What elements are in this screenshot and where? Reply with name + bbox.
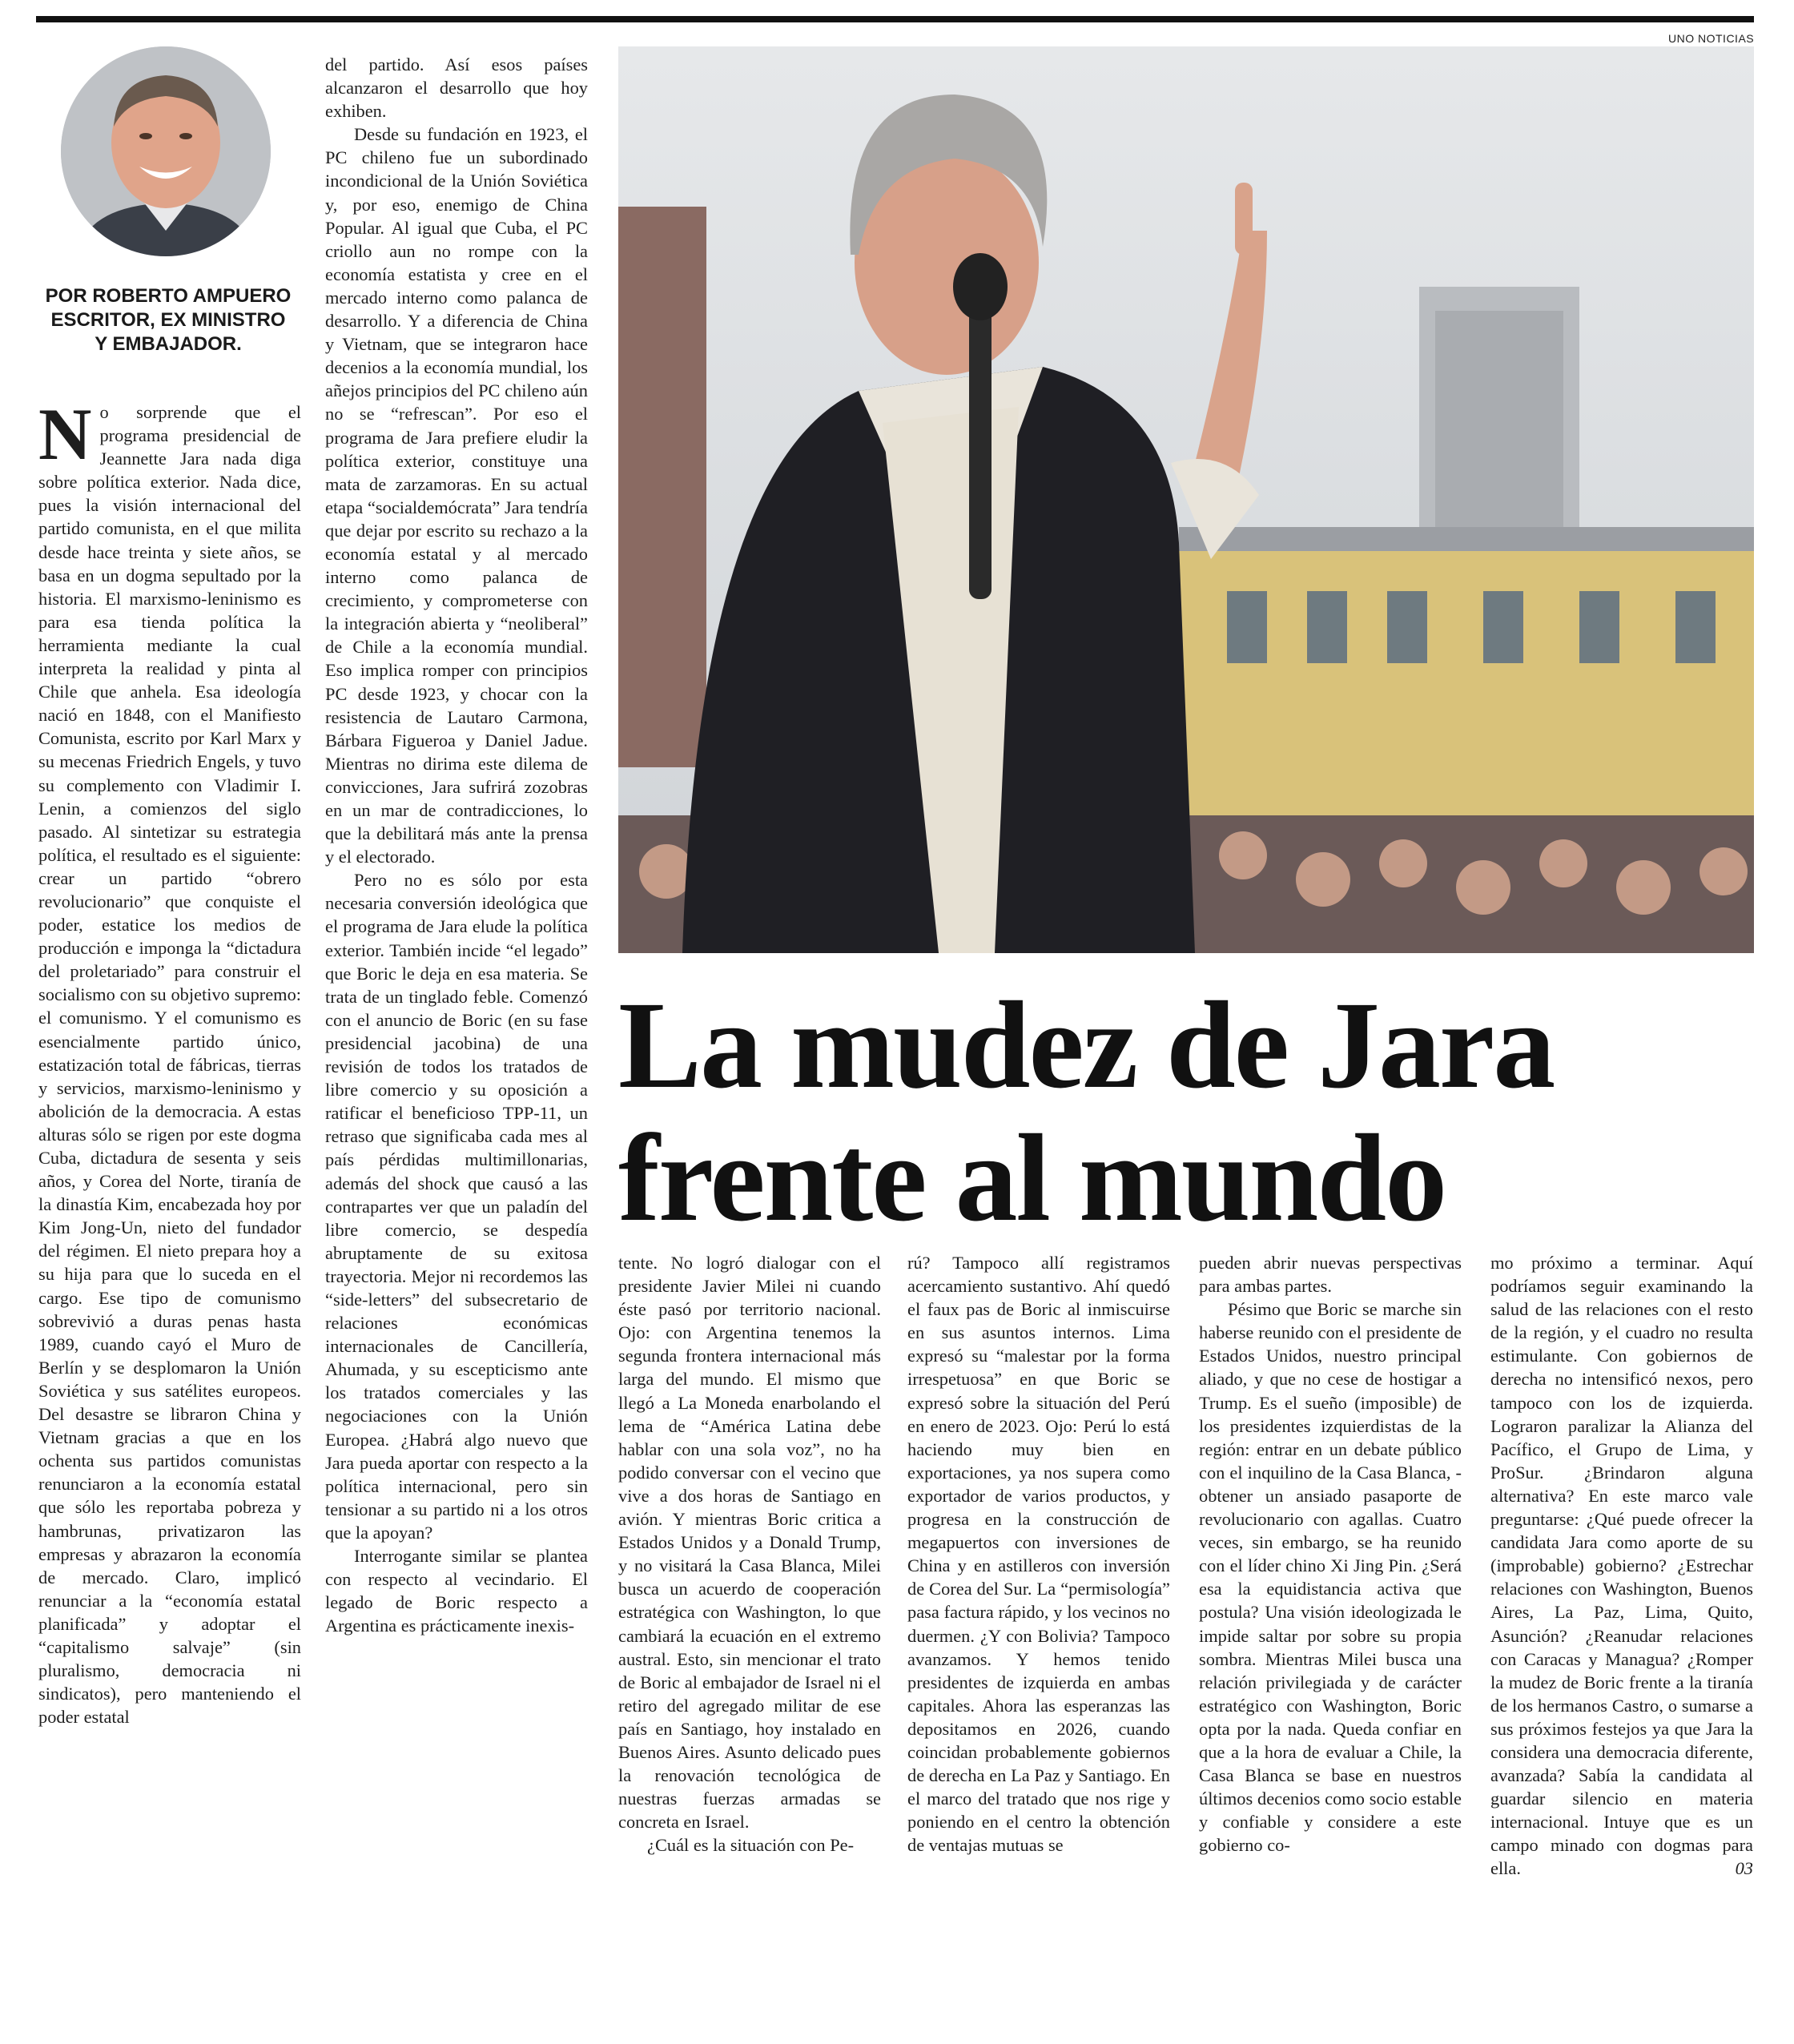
article-paragraph: ¿Cuál es la situación con Pe- — [647, 1835, 855, 1856]
byline-role-cont: Y EMBAJADOR. — [95, 333, 242, 355]
article-column-6 — [1490, 1251, 1753, 1881]
photo-credit: UNO NOTICIAS — [1668, 32, 1755, 45]
article-column-3 — [618, 1251, 881, 1857]
article-paragraph: Interrogante similar se plantea con respecto al vecindario. El legado de Boric respecto a Argentina es prácticamente inexis- — [325, 1546, 588, 1636]
headline-line-2: frente al mundo — [618, 1109, 1446, 1247]
top-rule — [36, 16, 1754, 22]
drop-cap: N — [38, 393, 92, 475]
article-column-1 — [38, 393, 301, 1728]
end-mark: 03 — [1735, 1858, 1753, 1879]
author-avatar — [61, 46, 271, 256]
byline-role: ESCRITOR, EX MINISTRO — [50, 309, 286, 331]
article-paragraph: Pésimo que Boric se marche sin haberse reunido con el presidente de Estados Unidos, nuestro principal aliado, y que no cese de hostigar a Trump. Es el sueño (imposible) de los presidentes izquierdistas de la región: entrar en un debate público con el inquilino de la Casa Blanca, -obtener un ansiado pasaporte de revolucionario con agallas. Cuatro veces, sin embargo, se ha reunido con el líder chino Xi Jing Pin. ¿Será esa la equidistancia activa que postula? Una visión ideologizada le impide saltar por sobre su propia sombra. Mientras Milei busca una relación privilegiada y de carácter estratégico con Washington, Boric opta por la nada. Queda confiar en que a la hora de evaluar a Chile, la Casa Blanca se base en nuestros últimos decenios como socio estable y confiable y considere a este gobierno co- — [1199, 1299, 1462, 1856]
article-column-4 — [907, 1251, 1170, 1857]
headline-line-1: La mudez de Jara — [618, 976, 1555, 1114]
headline — [618, 976, 1754, 1247]
article-paragraph: Pero no es sólo por esta necesaria conversión ideológica que el programa de Jara elude la política exterior. También incide “el legado” que Boric le deja en esa materia. Se trata de un tinglado feble. Comenzó con el anuncio de Boric (en su fase presidencial jacobina) de una revisión de todos los tratados de libre comercio y su oposición a ratificar el beneficioso TPP-11, un retraso que significaba cada mes al país pérdidas multimillonarias, además del shock que causó a las contrapartes ver que un paladín del libre comercio, se despedía abruptamente de su exitosa trayectoria. Mejor ni recordemos las “side-letters” del subsecretario de relaciones económicas internacionales de Cancillería, Ahumada, y su escepticismo ante los tratados comerciales y las negociaciones con la Unión Europea. ¿Habrá algo nuevo que Jara pueda aportar con respecto a la política internacional, pero sin tensionar a su partido ni a los otros que la apoyan? — [325, 870, 588, 1543]
article-column-2 — [325, 53, 588, 1637]
article-paragraph: del partido. Así esos países alcanzaron el desarrollo que hoy exhiben. — [325, 54, 588, 122]
article-paragraph: mo próximo a terminar. Aquí podríamos seguir examinando la salud de las relaciones con el resto de la región, y el cuadro no resulta estimulante. Con gobiernos de derecha no intensificó nexos, pero tampoco con los de izquierda. Lograron paralizar la Alianza del Pacífico, el Grupo de Lima, y ProSur. ¿Brindaron alguna alternativa? En este marco vale preguntarse: ¿Qué puede ofrecer la candidata Jara como aporte de su (improbable) gobierno? ¿Estrechar relaciones con Washington, Buenos Aires, La Paz, Lima, Quito, Asunción? ¿Reanudar relaciones con Caracas y Managua? ¿Romper la mudez de Boric frente a la tiranía de los hermanos Castro, o sumarse a sus próximos festejos ya que Jara la considera una democracia diferente, avanzada? Sabía la candidata al guardar silencio en materia internacional. Intuye que es un campo minado con dogmas para ella. 03 — [1490, 1251, 1753, 1881]
article-paragraph: rú? Tampoco allí registramos acercamiento sustantivo. Ahí quedó el faux pas de Boric al inmiscuirse en sus asuntos internos. Lima expresó su “malestar por la forma irrespetuosa” en que Boric se expresó sobre la situación del Perú en enero de 2023. Ojo: Perú lo está haciendo muy bien en exportaciones, ya nos supera como exportador de varios productos, y progresa en la construcción de megapuertos con inversiones de China y en astilleros con inversión de Corea del Sur. La “permisología” pasa factura rápido, y los vecinos no duermen. ¿Y con Bolivia? Tampoco avanzamos. Y hemos tenido presidentes de izquierda en ambas capitales. Ahora las esperanzas las depositamos en 2026, cuando coincidan probablemente gobiernos de derecha en La Paz y Santiago. En el marco del tratado que nos rige y poniendo en el centro la obtención de ventajas mutuas se — [907, 1253, 1170, 1856]
byline-author: POR ROBERTO AMPUERO — [45, 285, 292, 307]
article-paragraph: tente. No logró dialogar con el presidente Javier Milei ni cuando éste pasó por territorio nacional. Ojo: con Argentina tenemos la segunda frontera internacional más larga del mundo. El mismo que llegó a La Moneda enarbolando el lema de “América Latina debe hablar con una sola voz”, no ha podido conversar con el vecino que vive a dos horas de Santiago en avión. Y mientras Boric critica a Estados Unidos y a Donald Trump, y no visitará la Casa Blanca, Milei busca un acuerdo de cooperación estratégica con Washington, lo que cambiará la ecuación en el extremo austral. Esto, sin mencionar el trato de Boric al embajador de Israel ni el retiro del agregado militar de ese país en Santiago, hoy instalado en Buenos Aires. Asunto delicado pues la renovación tecnológica de nuestras fuerzas armadas se concreta en Israel. — [618, 1253, 881, 1833]
byline — [32, 284, 304, 356]
article-paragraph: pueden abrir nuevas perspectivas para ambas partes. — [1199, 1253, 1462, 1297]
article-paragraph: No sorprende que el programa presidencial de Jeannette Jara nada diga sobre política exterior. Nada dice, pues la visión internacional del partido comunista, en el que milita desde hace treinta y siete años, se basa en un dogma sepultado por la historia. El marxismo-leninismo es para esa tienda política la herramienta mediante la cual interpreta la realidad y pinta al Chile que anhela. Esa ideología nació en 1848, con el Manifiesto Comunista, escrito por Karl Marx y su mecenas Friedrich Engels, y tuvo su complemento con Vladimir I. Lenin, a comienzos del siglo pasado. Al sintetizar su estrategia política, el resultado es el siguiente: crear un partido “obrero revolucionario” que conquiste el poder, estatice los medios de producción e imponga la “dictadura del proletariado” para construir el socialismo con su objetivo supremo: el comunismo. Y el comunismo es esencialmente partido único, estatización total de fábricas, tierras y servicios, marxismo-leninismo y abolición de la democracia. A estas alturas sólo se rigen por este dogma Cuba, dictadura de sesenta y seis años, y Corea del Norte, tiranía de la dinastía Kim, encabezada hoy por Kim Jong-Un, nieto del fundador del régimen. El nieto prepara hoy a su hija para que lo suceda en el cargo. Ese tipo de comunismo sobrevivió a duras penas hasta 1989, cuando cayó el Muro de Berlín y se desplomaron la Unión Soviética y sus satélites europeos. Del desastre se libraron China y Vietnam gracias a que en los ochenta sus partidos comunistas renunciaron a la economía estatal que sólo les reportaba pobreza y hambrunas, privatizaron las empresas y abrazaron la economía de mercado. Claro, implicó renunciar a la “economía estatal planificada” y adoptar el “capitalismo salvaje” (sin pluralismo, democracia ni sindicatos), pero manteniendo el poder estatal — [38, 393, 301, 1728]
article-paragraph: Desde su fundación en 1923, el PC chileno fue un subordinado incondicional de la Unión Soviética y, por eso, enemigo de China Popular. Al igual que Cuba, el PC criollo aun no rompe con la economía estatista y cree en el mercado interno como palanca de desarrollo. Y a diferencia de China y Vietnam, que se integraron hace decenios a la economía mundial, los añejos principios del PC chileno aún no se “refrescan”. Por eso el programa de Jara prefiere eludir la política exterior, constituye una mata de zarzamoras. En su actual etapa “socialdemócrata” Jara tendría que dejar por escrito su rechazo a la economía estatal y al mercado interno como palanca de crecimiento, y comprometerse con la integración abierta y “neoliberal” de Chile a la economía mundial. Eso implica romper con principios PC desde 1923, y chocar con la resistencia de Lautaro Carmona, Bárbara Figueroa y Daniel Jadue. Mientras no dirima este dilema de convicciones, Jara sufrirá zozobras en un mar de contradicciones, lo que la debilitará más ante la prensa y el electorado. — [325, 124, 588, 867]
lead-photo — [618, 46, 1754, 953]
article-column-5 — [1199, 1251, 1462, 1857]
